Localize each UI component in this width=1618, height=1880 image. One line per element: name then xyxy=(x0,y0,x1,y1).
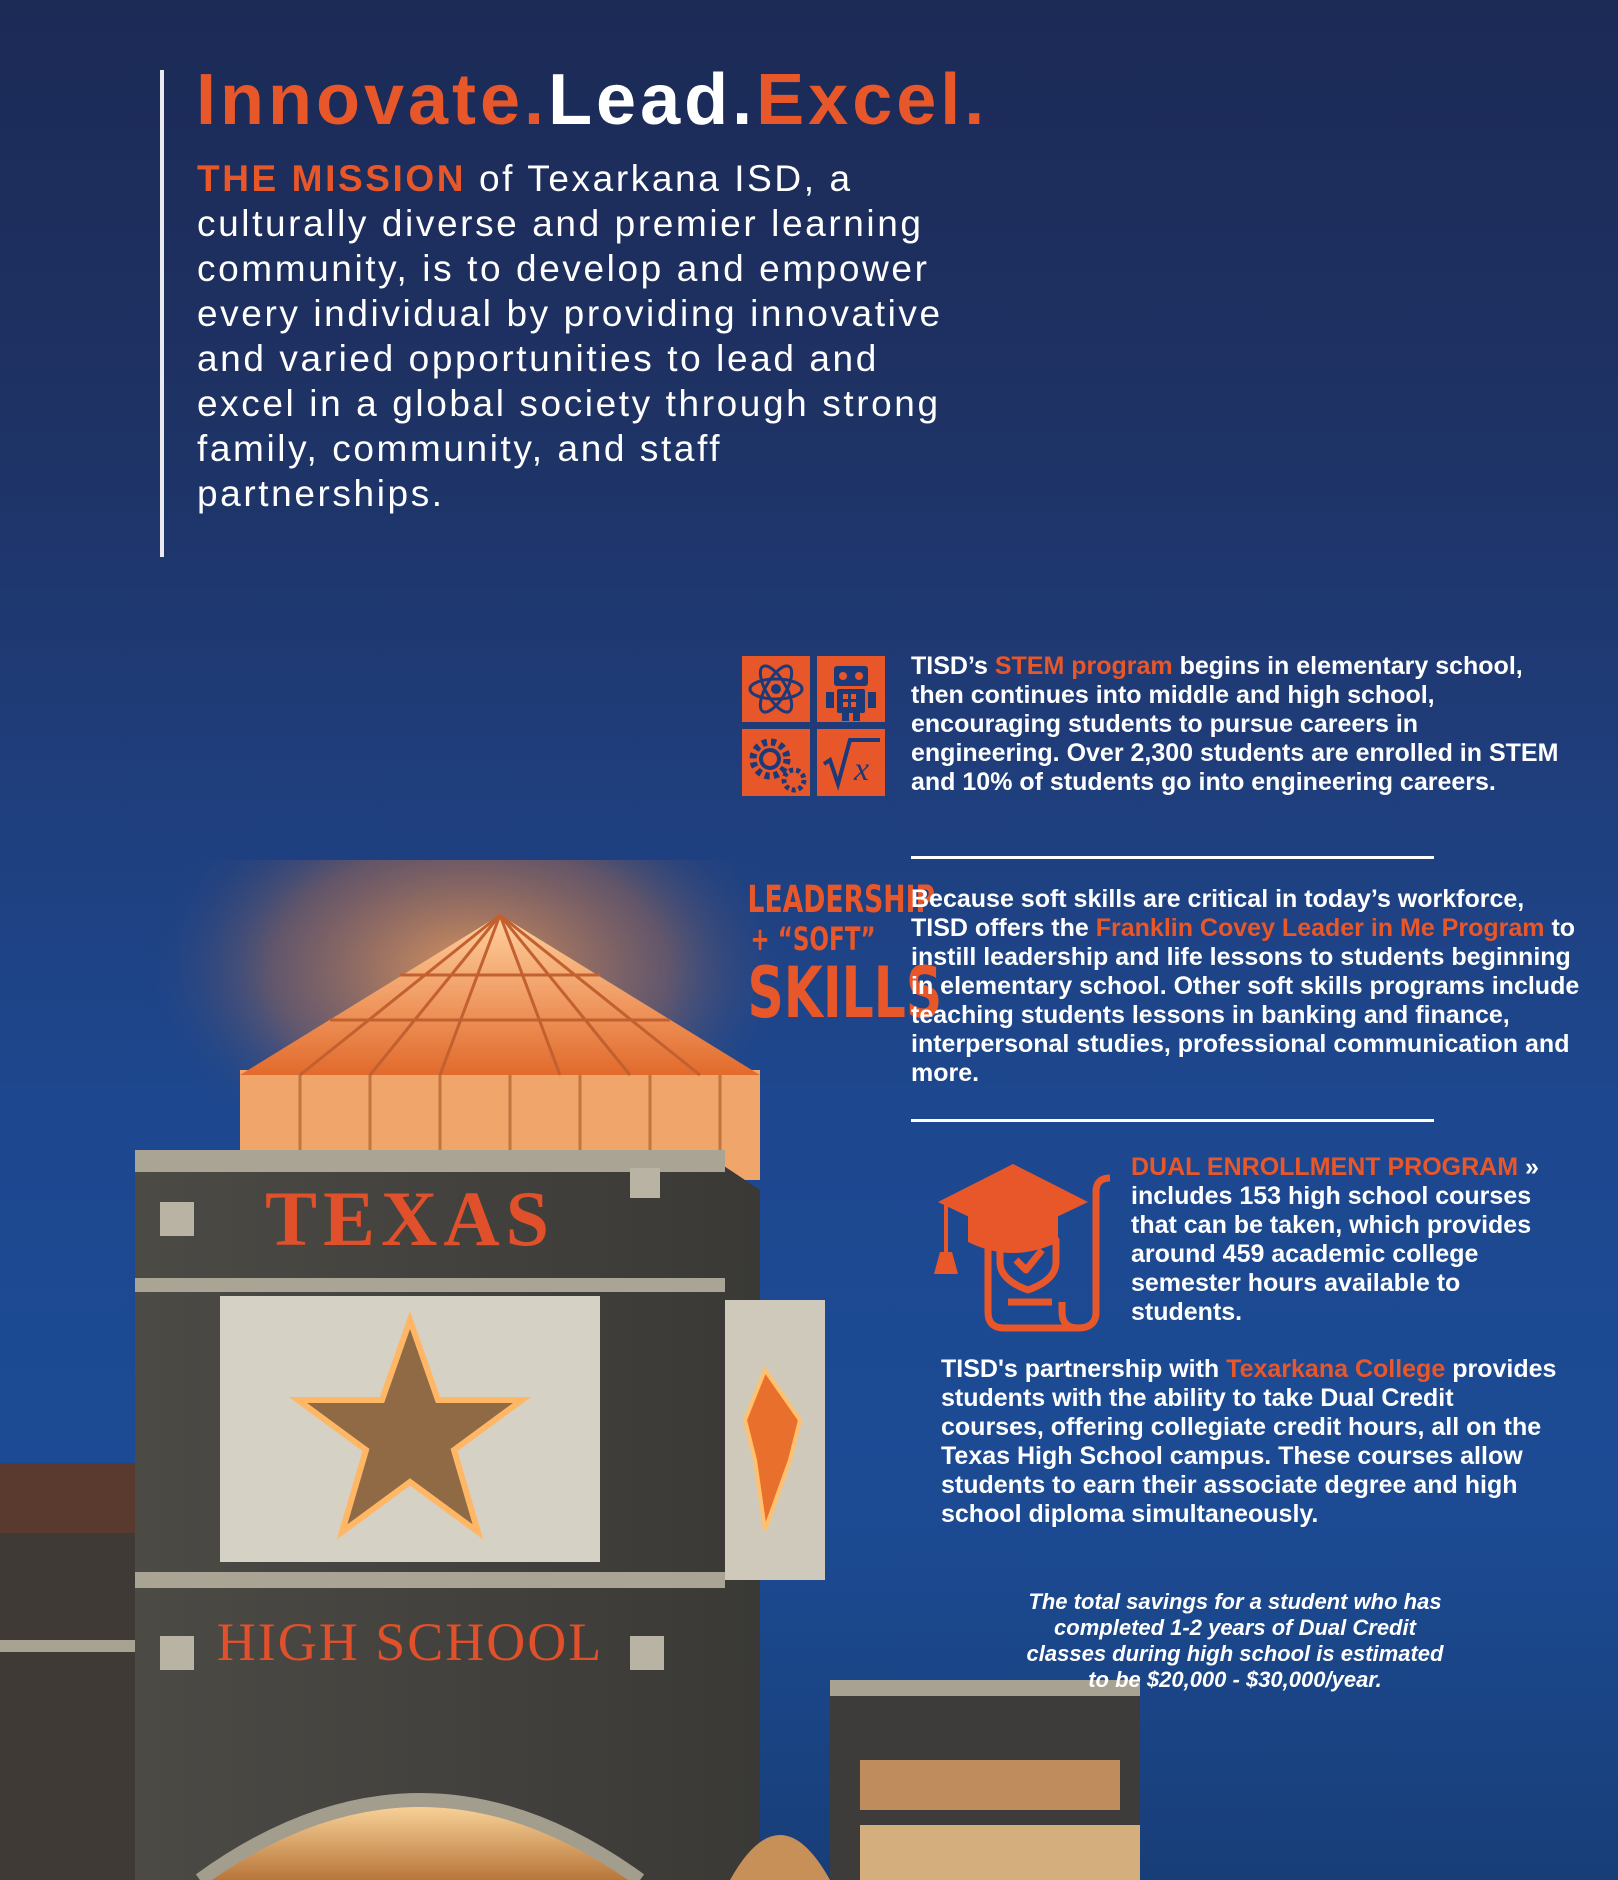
dual-enrollment-heading: DUAL ENROLLMENT PROGRAM xyxy=(1131,1153,1519,1181)
sign-texas: TEXAS xyxy=(264,1175,556,1262)
college-text-post: provides students with the ability to take Dual Credit courses, offering collegiate credit hours, all on the Texas High School campus. These courses allow students to earn their associate degree and high school diploma simultaneously. xyxy=(941,1355,1557,1528)
leadership-title-line1: LEADERSHIP xyxy=(747,878,936,921)
mission-statement xyxy=(197,156,957,516)
header-divider xyxy=(160,70,164,557)
headline-innovate: Innovate. xyxy=(196,60,549,140)
mission-label: THE MISSION xyxy=(197,158,467,199)
section-divider-2 xyxy=(911,1119,1434,1122)
college-text-pre: TISD's partnership with xyxy=(941,1355,1227,1383)
leader-in-me-program-link: Franklin Covey Leader in Me Program xyxy=(1095,914,1545,942)
dual-enrollment-text: » includes 153 high school courses that can be taken, which provides around 459 academic college semester hours available to students. xyxy=(1131,1153,1539,1326)
headline-excel: Excel. xyxy=(756,60,989,140)
headline-lead: Lead. xyxy=(548,60,757,140)
savings-note: The total savings for a student who has completed 1-2 years of Dual Credit classes during high school is estimated to be $20,000 - $30,000/year. xyxy=(1026,1589,1444,1692)
stem-text-pre: TISD’s xyxy=(911,652,995,680)
page-headline xyxy=(196,58,988,142)
dual-enrollment-paragraph xyxy=(1131,1153,1571,1327)
stem-paragraph xyxy=(911,652,1571,797)
leadership-title-line3: SKILLS xyxy=(747,952,943,1034)
leadership-text-post: to instill leadership and life lessons to students beginning in elementary school. Other soft skills programs include teaching students lessons in banking and finance, interpersonal studies, professional communication and more. xyxy=(911,914,1580,1087)
stem-program-link: STEM program xyxy=(994,652,1173,680)
college-partnership-paragraph xyxy=(941,1355,1561,1529)
stem-icon xyxy=(742,656,885,796)
graduation-diploma-icon xyxy=(928,1152,1118,1334)
section-divider-1 xyxy=(911,856,1434,859)
stem-text-post: begins in elementary school, then continues into middle and high school, encouraging students to pursue careers in engineering. Over 2,300 students are enrolled in STEM and 10% of students go into engineering careers. xyxy=(911,652,1559,796)
leadership-title-line2: + “SOFT” xyxy=(750,920,876,958)
leadership-text-pre: Because soft skills are critical in today’s workforce, TISD offers the xyxy=(911,885,1525,942)
leadership-soft-skills-title xyxy=(747,878,943,1034)
texarkana-college-link: Texarkana College xyxy=(1226,1355,1446,1383)
svg-text:x: x xyxy=(854,751,870,788)
sign-high-school: HIGH SCHOOL xyxy=(216,1612,604,1672)
mission-text: of Texarkana ISD, a culturally diverse and premier learning community, is to develop and empower every individual by providing innovative and varied opportunities to lead and excel in a global society through strong family, community, and staff partnerships. xyxy=(197,158,943,514)
leadership-paragraph xyxy=(911,885,1581,1088)
